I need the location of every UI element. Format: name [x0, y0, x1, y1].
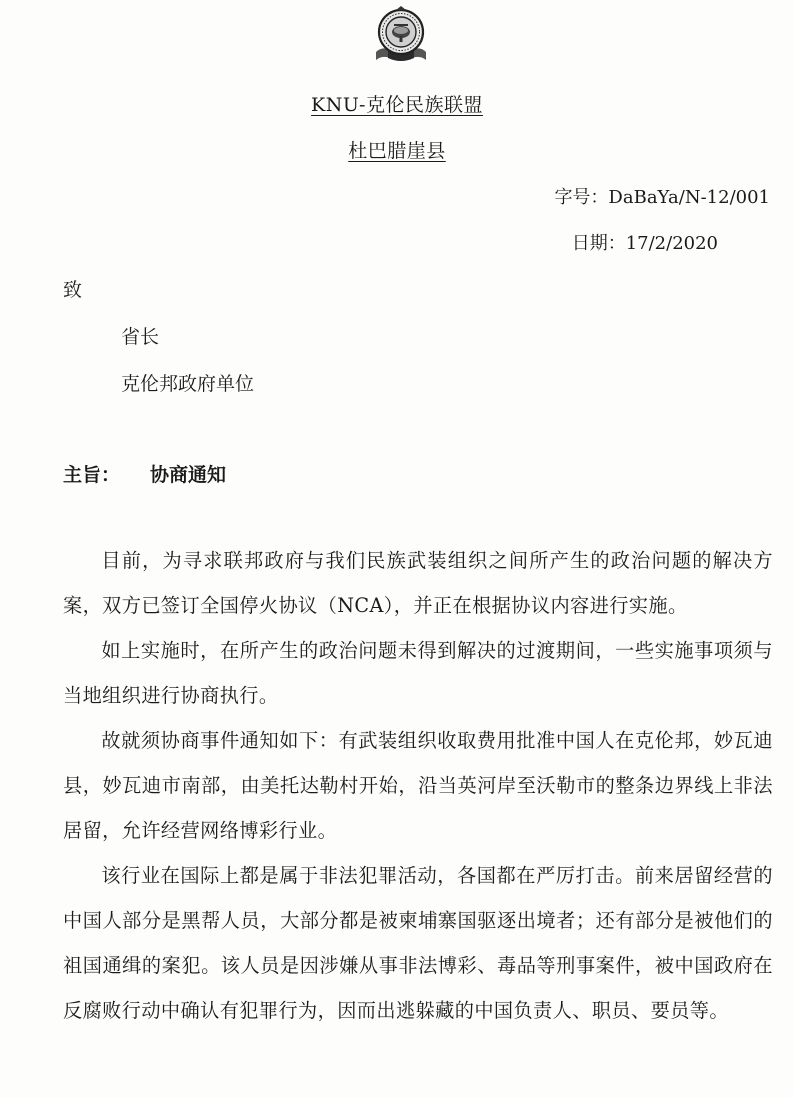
subject-label: 主旨： [63, 464, 121, 486]
body-paragraph-1: 目前，为寻求联邦政府与我们民族武装组织之间所产生的政治问题的解决方案，双方已签订全国停火协议（NCA），并正在根据协议内容进行实施。 [63, 549, 773, 617]
recipient-title: 省长 [121, 326, 160, 348]
letter-body [63, 538, 773, 1033]
letter-date: 日期：17/2/2020 [571, 233, 718, 254]
recipient-department: 克伦邦政府单位 [121, 373, 255, 395]
subject-line [63, 460, 226, 487]
district-name: 杜巴腊崖县 [348, 140, 446, 162]
body-paragraph-4: 该行业在国际上都是属于非法犯罪活动，各国都在严厉打击。前来居留经营的中国人部分是黑帮人员，大部分都是被柬埔寨国驱逐出境者；还有部分是被他们的祖国通缉的案犯。该人员是因涉嫌从事非法博彩、毒品等刑事案件，被中国政府在反腐败行动中确认有犯罪行为，因而出逃躲藏的中国负责人、职员、要员等。 [63, 864, 773, 1022]
body-paragraph-3: 故就须协商事件通知如下：有武装组织收取费用批准中国人在克伦邦，妙瓦迪县，妙瓦迪市南部，由美托达勒村开始，沿当英河岸至沃勒市的整条边界线上非法居留，允许经营网络博彩行业。 [63, 729, 773, 842]
reference-number: 字号：DaBaYa/N-12/001 [554, 187, 770, 208]
to-label: 致 [63, 279, 83, 301]
body-paragraph-2: 如上实施时，在所产生的政治问题未得到解决的过渡期间，一些实施事项须与当地组织进行协商执行。 [63, 639, 773, 707]
seal-icon [370, 6, 432, 66]
organization-name: KNU-克伦民族联盟 [311, 94, 483, 116]
subject-text: 协商通知 [150, 464, 227, 486]
